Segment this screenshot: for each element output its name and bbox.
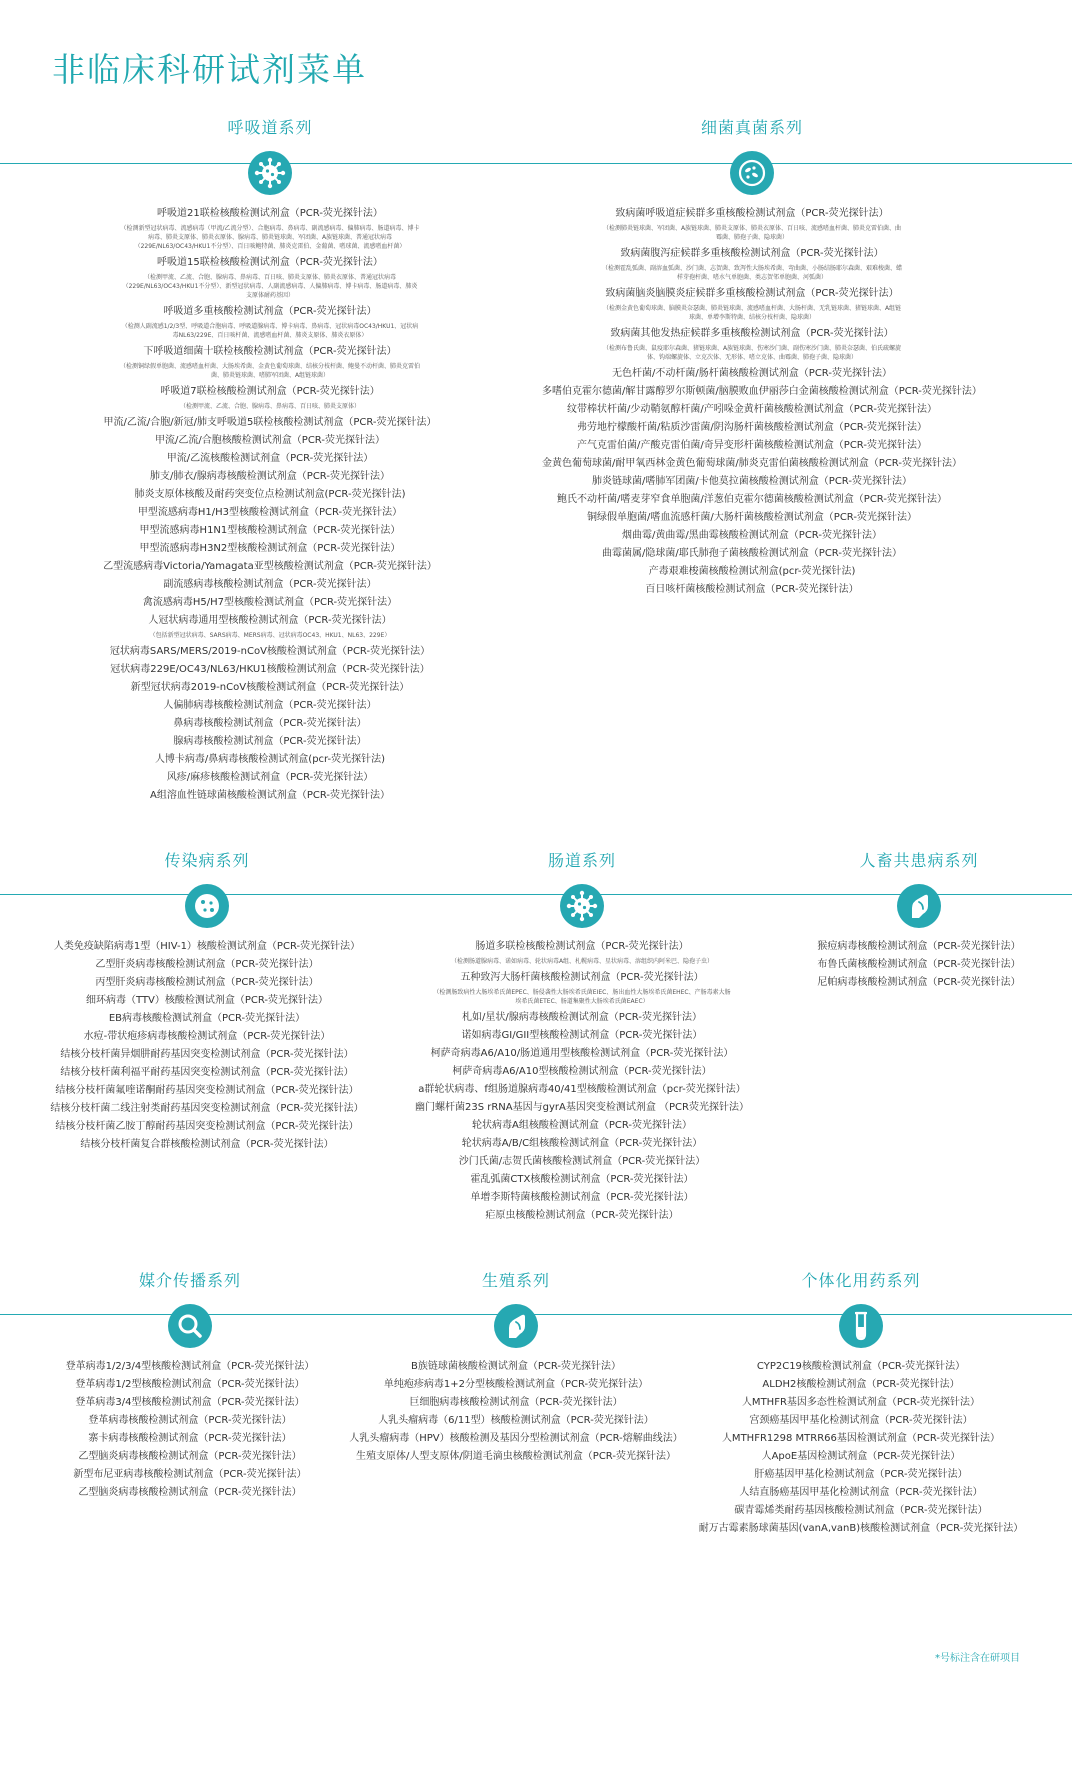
product-item: 乙型脑炎病毒核酸检测试剂盒（PCR-荧光探针法） [78,1487,302,1498]
product-list [542,205,982,599]
product-item: 冠状病毒SARS/MERS/2019-nCoV核酸检测试剂盒（PCR-荧光探针法） [109,646,431,657]
product-item: 肝癌基因甲基化检测试剂盒（PCR-荧光探针法） [754,1469,968,1480]
product-item: 人乳头瘤病毒（HPV）核酸检测及基因分型检测试剂盒（PCR-熔解曲线法） [349,1433,683,1444]
section-title: 细菌真菌系列 [700,118,803,137]
product-item: 肺炎支原体核酸及耐药突变位点检测试剂盒(PCR-荧光探针法) [134,489,406,500]
product-item: 下呼吸道细菌十联检核酸检测试剂盒（PCR-荧光探针法） [143,346,397,357]
product-item: 甲流/乙流/合胞/新冠/肺支呼吸道5联检核酸检测试剂盒（PCR-荧光探针法） [103,417,437,428]
product-note: （检测铜绿假单胞菌、流感嗜血杆菌、大肠埃希菌、金黄色葡萄球菌、结核分枝杆菌、鲍曼不动杆菌、肺炎克雷伯菌、肺炎链球菌、嗜肺军团菌、A组链球菌） [120,363,421,379]
product-list [60,205,480,805]
product-item: 冠状病毒229E/OC43/NL63/HKU1核酸检测试剂盒（PCR-荧光探针法） [110,664,430,675]
product-item: 甲流/乙流/合胞核酸检测试剂盒（PCR-荧光探针法） [155,435,385,446]
product-item: 风疹/麻疹核酸检测试剂盒（PCR-荧光探针法） [166,772,374,783]
page-title: 非临床科研试剂菜单 [52,50,367,89]
product-list [651,1358,1071,1538]
product-item: 结核分枝杆菌氟喹诺酮耐药基因突变检测试剂盒（PCR-荧光探针法） [55,1085,359,1096]
product-item: 札如/星状/腺病毒核酸检测试剂盒（PCR-荧光探针法） [462,1012,702,1023]
product-item: 乙型肝炎病毒核酸检测试剂盒（PCR-荧光探针法） [95,959,319,970]
product-item: 结核分枝杆菌利福平耐药基因突变检测试剂盒（PCR-荧光探针法） [60,1067,354,1078]
product-item: 多嗜伯克霍尔德菌/解甘露醇罗尔斯顿菌/脑膜败血伊丽莎白金菌核酸检测试剂盒（PCR-荧光探针法） [542,386,982,397]
virus-icon [560,884,604,928]
product-item: 甲型流感病毒H1/H3型核酸检测试剂盒（PCR-荧光探针法） [137,507,403,518]
product-item: 人ApoE基因检测试剂盒（PCR-荧光探针法） [761,1451,961,1462]
product-item: 单增李斯特菌核酸检测试剂盒（PCR-荧光探针法） [470,1192,694,1203]
product-item: 新型冠状病毒2019-nCoV核酸检测试剂盒（PCR-荧光探针法） [130,682,410,693]
product-item: 结核分枝杆菌乙胺丁醇耐药基因突变检测试剂盒（PCR-荧光探针法） [55,1121,359,1132]
product-note: （检测肠道腺病毒、诺如病毒、轮状病毒A组、札幌病毒、星状病毒、溶组织内阿米巴、隐孢子虫） [450,958,714,965]
product-item: 疟原虫核酸检测试剂盒（PCR-荧光探针法） [485,1210,679,1221]
product-note: （检测人副流感1/2/3型、呼吸道合胞病毒、呼吸道腺病毒、博卡病毒、鼻病毒、冠状病毒OC43/HKU1、冠状病毒NL63/229E、百日咳杆菌、流感嗜血杆菌、肺炎支原体、肺炎衣原体） [121,323,419,339]
product-item: 单纯疱疹病毒1+2分型核酸检测试剂盒（PCR-荧光探针法） [383,1379,649,1390]
product-item: 轮状病毒A组核酸检测试剂盒（PCR-荧光探针法） [471,1120,692,1131]
product-item: 甲型流感病毒H3N2型核酸检测试剂盒（PCR-荧光探针法） [139,543,401,554]
product-item: 柯萨奇病毒A6/A10型核酸检测试剂盒（PCR-荧光探针法） [452,1066,712,1077]
product-item: 人结直肠癌基因甲基化检测试剂盒（PCR-荧光探针法） [739,1487,983,1498]
product-note: （检测布鲁氏菌、鼠疫耶尔森菌、猪链球菌、A族链球菌、伤寒沙门菌、副伤寒沙门菌、肺炎奈瑟菌、伯氏疏螺旋体、钩端螺旋体、立克次体、无形体、嗜立克体、曲霉菌、肺孢子菌、隐球菌） [602,345,902,361]
product-item: 百日咳杆菌核酸检测试剂盒（PCR-荧光探针法） [645,584,859,595]
product-item: a群轮状病毒、f组肠道腺病毒40/41型核酸检测试剂盒（pcr-荧光探针法） [418,1084,746,1095]
product-note: （检测肠致病性大肠埃希氏菌EPEC、肠侵袭性大肠埃希氏菌EIEC、肠出血性大肠埃希氏菌EHEC、产肠毒素大肠埃希氏菌ETEC、肠道集聚性大肠埃希氏菌EAEC） [433,989,731,1005]
product-item: 禽流感病毒H5/H7型核酸检测试剂盒（PCR-荧光探针法） [142,597,398,608]
product-item: 致病菌其他发热症候群多重核酸检测试剂盒（PCR-荧光探针法） [610,328,894,339]
product-item: 丙型肝炎病毒核酸检测试剂盒（PCR-荧光探针法） [95,977,319,988]
product-item: 人MTHFR基因多态性检测试剂盒（PCR-荧光探针法） [741,1397,981,1408]
product-item: 呼吸道21联检核酸检测试剂盒（PCR-荧光探针法） [157,208,383,219]
product-item: 细环病毒（TTV）核酸检测试剂盒（PCR-荧光探针法） [85,995,329,1006]
section-title: 媒介传播系列 [138,1271,241,1290]
product-item: 碳青霉烯类耐药基因核酸检测试剂盒（PCR-荧光探针法） [734,1505,988,1516]
product-item: 寨卡病毒核酸检测试剂盒（PCR-荧光探针法） [88,1433,292,1444]
footnote: *号标注含在研项目 [935,1653,1020,1664]
hand-icon [897,884,941,928]
product-item: 水痘-带状疱疹病毒核酸检测试剂盒（PCR-荧光探针法） [83,1031,331,1042]
section-title: 传染病系列 [164,851,250,870]
product-item: 人博卡病毒/鼻病毒核酸检测试剂盒(pcr-荧光探针法) [154,754,386,765]
section-4 [709,850,1072,992]
product-item: 肺支/肺衣/腺病毒核酸检测试剂盒（PCR-荧光探针法） [150,471,390,482]
magnifier-icon [168,1304,212,1348]
section-0 [60,117,480,805]
product-item: 人MTHFR1298 MTRR66基因检测试剂盒（PCR-荧光探针法） [721,1433,1001,1444]
product-item: 登革病毒3/4型核酸检测试剂盒（PCR-荧光探针法） [75,1397,305,1408]
section-2 [0,850,417,1154]
product-item: 柯萨奇病毒A6/A10/肠道通用型核酸检测试剂盒（PCR-荧光探针法） [430,1048,734,1059]
product-item: 轮状病毒A/B/C组核酸检测试剂盒（PCR-荧光探针法） [461,1138,703,1149]
hand-icon [494,1304,538,1348]
product-item: 布鲁氏菌核酸检测试剂盒（PCR-荧光探针法） [817,959,1021,970]
product-list [709,938,1072,992]
product-item: 登革病毒1/2型核酸检测试剂盒（PCR-荧光探针法） [75,1379,305,1390]
virus-icon [248,151,292,195]
product-item: 耐万古霉素肠球菌基因(vanA,vanB)核酸检测试剂盒（PCR-荧光探针法） [698,1523,1024,1534]
product-item: 人偏肺病毒核酸检测试剂盒（PCR-荧光探针法） [163,700,377,711]
product-item: 结核分枝杆菌二线注射类耐药基因突变检测试剂盒（PCR-荧光探针法） [50,1103,364,1114]
product-item: 金黄色葡萄球菌/耐甲氧西林金黄色葡萄球菌/肺炎克雷伯菌核酸检测试剂盒（PCR-荧光探针法） [542,458,962,469]
product-item: ALDH2核酸检测试剂盒（PCR-荧光探针法） [762,1379,960,1390]
product-item: 乙型脑炎病毒核酸检测试剂盒（PCR-荧光探针法） [78,1451,302,1462]
cell-icon [185,884,229,928]
product-item: 结核分枝杆菌复合群核酸检测试剂盒（PCR-荧光探针法） [80,1139,334,1150]
product-item: 甲型流感病毒H1N1型核酸检测试剂盒（PCR-荧光探针法） [139,525,401,536]
product-item: 幽门螺杆菌23S rRNA基因与gyrA基因突变检测试剂盒 （PCR荧光探针法） [415,1102,749,1113]
product-item: 霍乱弧菌CTX核酸检测试剂盒（PCR-荧光探针法） [470,1174,694,1185]
product-item: 鼻病毒核酸检测试剂盒（PCR-荧光探针法） [173,718,367,729]
product-note: （包括新型冠状病毒、SARS病毒、MERS病毒、冠状病毒OC43、HKU1、NL63、229E） [149,632,391,639]
product-item: 产气克雷伯菌/产酸克雷伯菌/奇异变形杆菌核酸检测试剂盒（PCR-荧光探针法） [577,440,927,451]
product-item: 纹带棒状杆菌/少动鞘氨醇杆菌/产吲哚金黄杆菌核酸检测试剂盒（PCR-荧光探针法） [567,404,937,415]
product-item: CYP2C19核酸检测试剂盒（PCR-荧光探针法） [756,1361,966,1372]
product-item: 烟曲霉/黄曲霉/黑曲霉核酸检测试剂盒（PCR-荧光探针法） [622,530,882,541]
product-item: 人冠状病毒通用型核酸检测试剂盒（PCR-荧光探针法） [148,615,392,626]
section-7 [651,1270,1071,1538]
product-item: 猴痘病毒核酸检测试剂盒（PCR-荧光探针法） [817,941,1021,952]
product-item: 巨细胞病毒核酸检测试剂盒（PCR-荧光探针法） [409,1397,623,1408]
product-item: 生殖支原体/人型支原体/阴道毛滴虫核酸检测试剂盒（PCR-荧光探针法） [356,1451,676,1462]
product-item: 无色杆菌/不动杆菌/肠杆菌核酸检测试剂盒（PCR-荧光探针法） [612,368,892,379]
product-item: 致病菌腹泻症候群多重核酸检测试剂盒（PCR-荧光探针法） [620,248,884,259]
product-list [0,938,417,1154]
product-item: 五种致泻大肠杆菌核酸检测试剂盒（PCR-荧光探针法） [460,972,704,983]
bacteria-icon [730,151,774,195]
product-item: 致病菌脑炎脑膜炎症候群多重核酸检测试剂盒（PCR-荧光探针法） [605,288,899,299]
product-note: （检测甲流、乙流、合胞、腺病毒、鼻病毒、百日咳、肺炎支原体、肺炎衣原体、普通冠状病毒（229E/NL63/OC43/HKU1不分型）、新型冠状病毒、人副流感病毒、人偏肺病毒、博卡病毒、肠道病毒、肺炎支原体耐药基因） [122,274,418,299]
product-item: 呼吸道多重核酸检测试剂盒（PCR-荧光探针法） [163,306,377,317]
product-item: 产毒艰难梭菌核酸检测试剂盒(pcr-荧光探针法) [648,566,856,577]
section-title: 呼吸道系列 [227,118,313,137]
product-item: 铜绿假单胞菌/嗜血流感杆菌/大肠杆菌核酸检测试剂盒（PCR-荧光探针法） [587,512,917,523]
section-title: 肠道系列 [547,851,616,870]
product-item: 诺如病毒GI/GII型核酸检测试剂盒（PCR-荧光探针法） [461,1030,703,1041]
product-item: 肺炎链球菌/嗜肺军团菌/卡他莫拉菌核酸检测试剂盒（PCR-荧光探针法） [592,476,912,487]
product-item: 登革病毒核酸检测试剂盒（PCR-荧光探针法） [88,1415,292,1426]
product-note: （检测肺炎链球菌、军团菌、A族链球菌、肺炎支原体、肺炎衣原体、百日咳、流感嗜血杆菌、肺炎克雷伯菌、曲霉菌、肺孢子菌、隐球菌） [602,225,902,241]
product-item: 呼吸道15联检核酸检测试剂盒（PCR-荧光探针法） [157,257,383,268]
product-item: 沙门氏菌/志贺氏菌核酸检测试剂盒（PCR-荧光探针法） [458,1156,706,1167]
product-item: 曲霉菌属/隐球菌/耶氏肺孢子菌核酸检测试剂盒（PCR-荧光探针法） [602,548,902,559]
product-item: 甲流/乙流核酸检测试剂盒（PCR-荧光探针法） [166,453,374,464]
product-item: 乙型流感病毒Victoria/Yamagata亚型核酸检测试剂盒（PCR-荧光探针法） [103,561,437,572]
product-item: 人类免疫缺陷病毒1型（HIV-1）核酸检测试剂盒（PCR-荧光探针法） [53,941,361,952]
product-item: 尼帕病毒核酸检测试剂盒（PCR-荧光探针法） [817,977,1021,988]
product-item: 腺病毒核酸检测试剂盒（PCR-荧光探针法） [173,736,367,747]
product-item: B族链球菌核酸检测试剂盒（PCR-荧光探针法） [410,1361,622,1372]
product-item: 鲍氏不动杆菌/嗜麦芽窄食单胞菌/洋葱伯克霍尔德菌核酸检测试剂盒（PCR-荧光探针法） [557,494,947,505]
product-item: 人乳头瘤病毒（6/11型）核酸检测试剂盒（PCR-荧光探针法） [378,1415,654,1426]
product-note: （检测金黄色葡萄球菌、脑膜炎奈瑟菌、肺炎链球菌、流感嗜血杆菌、大肠杆菌、无乳链球菌、猪链球菌、A组链球菌、单增李斯特菌、结核分枝杆菌、隐球菌） [602,305,902,321]
section-title: 人畜共患病系列 [859,851,979,870]
product-item: A组溶血性链球菌核酸检测试剂盒（PCR-荧光探针法） [149,790,390,801]
product-note: （检测霍乱弧菌、副溶血弧菌、沙门菌、志贺菌、致泻性大肠埃希菌、弯曲菌、小肠结肠耶尔森菌、艰难梭菌、蜡样芽孢杆菌、嗜水气单胞菌、类志贺邻单胞菌、河弧菌） [602,265,903,281]
product-note: （检测甲流、乙流、合胞、腺病毒、鼻病毒、百日咳、肺炎支原体） [179,403,360,410]
product-item: 副流感病毒核酸检测试剂盒（PCR-荧光探针法） [163,579,377,590]
product-item: 结核分枝杆菌异烟肼耐药基因突变检测试剂盒（PCR-荧光探针法） [60,1049,354,1060]
section-title: 个体化用药系列 [801,1271,921,1290]
product-item: 登革病毒1/2/3/4型核酸检测试剂盒（PCR-荧光探针法） [65,1361,315,1372]
product-item: 新型布尼亚病毒核酸检测试剂盒（PCR-荧光探针法） [73,1469,307,1480]
product-note: （检测新型冠状病毒、流感病毒（甲流/乙流分型）、合胞病毒、鼻病毒、副流感病毒、偏肺病毒、肠道病毒、博卡病毒、肺炎支原体、肺炎衣原体、腺病毒、肺炎链球菌、军团菌、A族链球菌、普通冠状病毒（229E/NL63/OC43/HKU1不分型）、百日咳鲍特菌、肺炎克雷伯、金葡菌、嗜球菌、流感嗜血杆菌） [120,225,420,250]
product-item: 呼吸道7联检核酸检测试剂盒（PCR-荧光探针法） [160,386,380,397]
product-item: 肠道多联检核酸检测试剂盒（PCR-荧光探针法） [475,941,689,952]
product-item: EB病毒核酸检测试剂盒（PCR-荧光探针法） [108,1013,306,1024]
section-title: 生殖系列 [481,1271,550,1290]
section-1 [542,117,982,599]
product-item: 宫颈癌基因甲基化检测试剂盒（PCR-荧光探针法） [749,1415,973,1426]
test-tube-icon [839,1304,883,1348]
product-item: 弗劳地柠檬酸杆菌/粘质沙雷菌/阴沟肠杆菌核酸检测试剂盒（PCR-荧光探针法） [577,422,927,433]
product-item: 致病菌呼吸道症候群多重核酸检测试剂盒（PCR-荧光探针法） [615,208,889,219]
